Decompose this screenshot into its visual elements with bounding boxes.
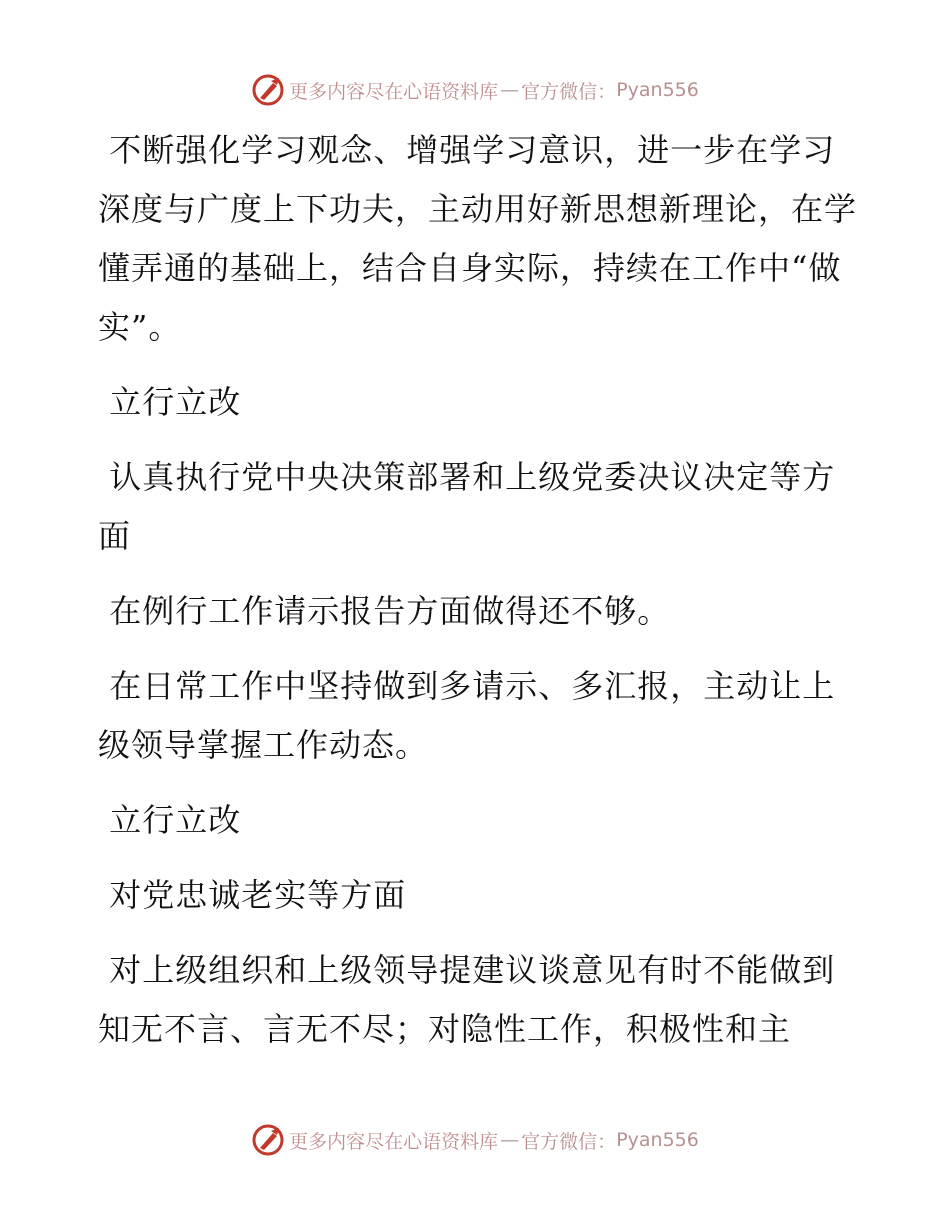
document-body [98, 121, 858, 1075]
watermark-separator: — [500, 79, 520, 101]
paragraph-2: 立行立改 [109, 383, 242, 421]
footer-watermark [0, 1120, 950, 1160]
watermark-wechat-label: 官方微信： [521, 1130, 617, 1153]
paragraph-7: 对党忠诚老实等方面 [109, 876, 407, 914]
watermark-wechat-id: Pyan556 [616, 1129, 699, 1151]
pen-logo-icon [251, 73, 285, 107]
paragraph-6: 立行立改 [109, 801, 242, 839]
watermark-wechat-id: Pyan556 [616, 79, 699, 101]
paragraph-3: 认真执行党中央决策部署和上级党委决议决定等方面 [98, 458, 836, 555]
paragraph-5: 在日常工作中坚持做到多请示、多汇报，主动让上级领导掌握工作动态。 [98, 667, 836, 764]
paragraph-8: 对上级组织和上级领导提建议谈意见有时不能做到知无不言、言无不尽；对隐性工作，积极性和主 [98, 951, 836, 1048]
paragraph-4: 在例行工作请示报告方面做得还不够。 [109, 592, 671, 630]
watermark-separator: — [500, 1129, 520, 1151]
paragraph-1: 不断强化学习观念、增强学习意识，进一步在学习深度与广度上下功夫，主动用好新思想新理论，在学懂弄通的基础上，结合自身实际，持续在工作中“做实”。 [98, 131, 858, 346]
header-watermark [0, 70, 950, 110]
watermark-wechat-label: 官方微信： [521, 80, 617, 103]
watermark-site-text: 更多内容尽在心语资料库 [289, 80, 499, 103]
pen-logo-icon [251, 1123, 285, 1157]
watermark-site-text: 更多内容尽在心语资料库 [289, 1130, 499, 1153]
